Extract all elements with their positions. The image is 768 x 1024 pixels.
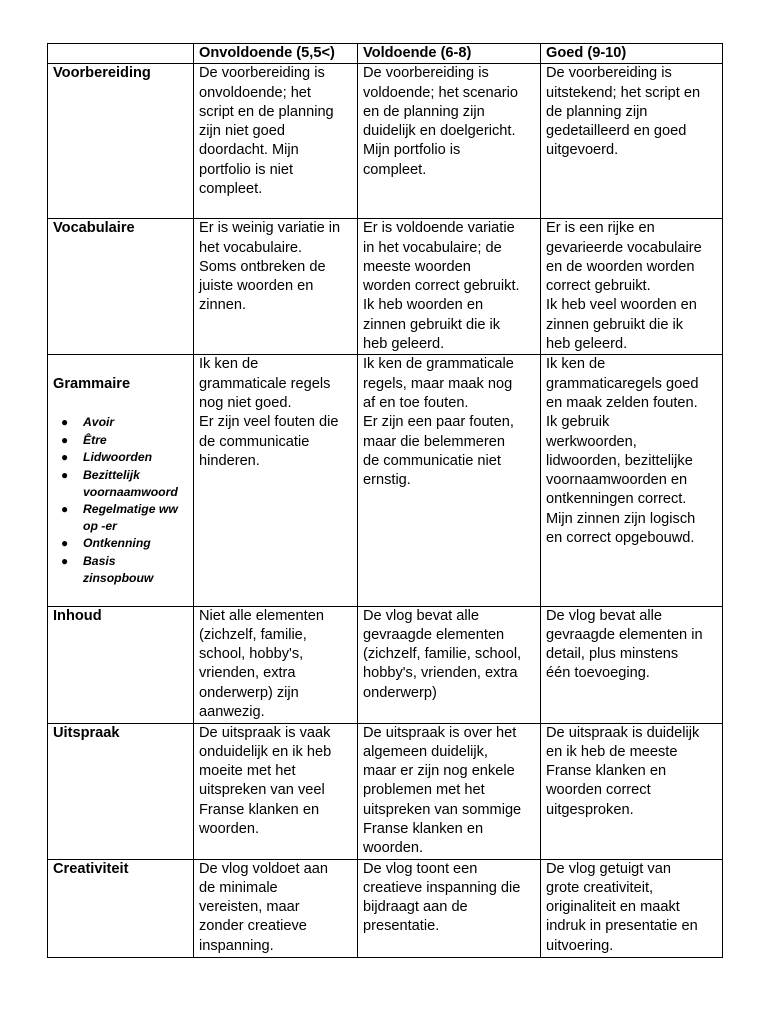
grammar-topic: Regelmatige ww op -er xyxy=(83,502,178,533)
list-item xyxy=(61,449,189,466)
list-item xyxy=(61,432,189,449)
cell-onvoldoende: De vlog voldoet aan de minimale vereisten, maar zonder creatieve inspanning. xyxy=(194,859,358,957)
grammar-topic: Ontkenning xyxy=(83,536,151,551)
grammar-topic: Être xyxy=(83,432,107,447)
cell-voldoende: De vlog bevat alle gevraagde elementen (zichzelf, familie, school, hobby's, vrienden, extra onderwerp) xyxy=(358,606,541,723)
grammar-topic: Avoir xyxy=(83,415,115,430)
row-label-inhoud: Inhoud xyxy=(48,606,194,723)
row-label-grammaire-cell xyxy=(48,355,194,606)
cell-goed: De vlog bevat alle gevraagde elementen in detail, plus minstens één toevoeging. xyxy=(541,606,723,723)
cell-onvoldoende: Niet alle elementen (zichzelf, familie, school, hobby's, vrienden, extra onderwerp) zijn aanwezig. xyxy=(194,606,358,723)
cell-goed: Ik ken de grammaticaregels goed en maak zelden fouten. Ik gebruik werkwoorden, lidwoorden, bezittelijke voornaamwoorden en ontkenningen correct. Mijn zinnen zijn logisch en correct opgebouwd. xyxy=(541,355,723,606)
bullet-icon: ● xyxy=(61,468,69,483)
table-row xyxy=(48,606,723,723)
bullet-icon: ● xyxy=(61,415,69,430)
cell-voldoende: De vlog toont een creatieve inspanning die bijdraagt aan de presentatie. xyxy=(358,859,541,957)
grammar-topic: Lidwoorden xyxy=(83,450,153,465)
cell-onvoldoende: Ik ken de grammaticale regels nog niet goed. Er zijn veel fouten die de communicatie hinderen. xyxy=(194,355,358,606)
grammar-topic: Bezittelijk voornaamwoord xyxy=(83,468,178,499)
header-cell-voldoende: Voldoende (6-8) xyxy=(358,44,541,64)
row-label-voorbereiding: Voorbereiding xyxy=(48,64,194,219)
bullet-icon: ● xyxy=(61,536,69,551)
bullet-icon: ● xyxy=(61,450,69,465)
row-label-creativiteit: Creativiteit xyxy=(48,859,194,957)
cell-voldoende: Ik ken de grammaticale regels, maar maak nog af en toe fouten. Er zijn een paar fouten, maar die belemmeren de communicatie niet ernstig. xyxy=(358,355,541,606)
header-cell-empty xyxy=(48,44,194,64)
cell-goed: De uitspraak is duidelijk en ik heb de meeste Franse klanken en woorden correct uitgesproken. xyxy=(541,723,723,859)
cell-onvoldoende: De uitspraak is vaak onduidelijk en ik heb moeite met het uitspreken van veel Franse klanken en woorden. xyxy=(194,723,358,859)
cell-voldoende: De voorbereiding is voldoende; het scenario en de planning zijn duidelijk en doelgericht. Mijn portfolio is compleet. xyxy=(358,64,541,219)
list-item xyxy=(61,501,189,534)
header-cell-goed: Goed (9-10) xyxy=(541,44,723,64)
table-row xyxy=(48,64,723,219)
grammar-topic: Basis zinsopbouw xyxy=(83,554,154,585)
table-row xyxy=(48,859,723,957)
cell-voldoende: Er is voldoende variatie in het vocabulaire; de meeste woorden worden correct gebruikt. Ik heb woorden en zinnen gebruikt die ik heb geleerd. xyxy=(358,219,541,355)
row-label-grammaire: Grammaire xyxy=(53,375,131,392)
list-item xyxy=(61,553,189,586)
list-item xyxy=(61,414,189,431)
cell-onvoldoende: De voorbereiding is onvoldoende; het script en de planning zijn niet goed doordacht. Mijn portfolio is niet compleet. xyxy=(194,64,358,219)
bullet-icon: ● xyxy=(61,554,69,569)
header-cell-onvoldoende: Onvoldoende (5,5<) xyxy=(194,44,358,64)
rubric-table xyxy=(47,43,723,958)
row-label-uitspraak: Uitspraak xyxy=(48,723,194,859)
table-row xyxy=(48,355,723,606)
cell-onvoldoende: Er is weinig variatie in het vocabulaire. Soms ontbreken de juiste woorden en zinnen. xyxy=(194,219,358,355)
cell-goed: De vlog getuigt van grote creativiteit, originaliteit en maakt indruk in presentatie en uitvoering. xyxy=(541,859,723,957)
list-item xyxy=(61,467,189,500)
cell-voldoende: De uitspraak is over het algemeen duidelijk, maar er zijn nog enkele problemen met het uitspreken van sommige Franse klanken en woorden. xyxy=(358,723,541,859)
header-row xyxy=(48,44,723,64)
row-label-vocabulaire: Vocabulaire xyxy=(48,219,194,355)
grammar-topics-list xyxy=(53,414,189,586)
bullet-icon: ● xyxy=(61,432,69,447)
bullet-icon: ● xyxy=(61,502,69,517)
table-row xyxy=(48,219,723,355)
table-row xyxy=(48,723,723,859)
list-item xyxy=(61,535,189,552)
cell-goed: Er is een rijke en gevarieerde vocabulaire en de woorden worden correct gebruikt. Ik heb veel woorden en zinnen gebruikt die ik heb geleerd. xyxy=(541,219,723,355)
cell-goed: De voorbereiding is uitstekend; het script en de planning zijn gedetailleerd en goed uitgevoerd. xyxy=(541,64,723,219)
